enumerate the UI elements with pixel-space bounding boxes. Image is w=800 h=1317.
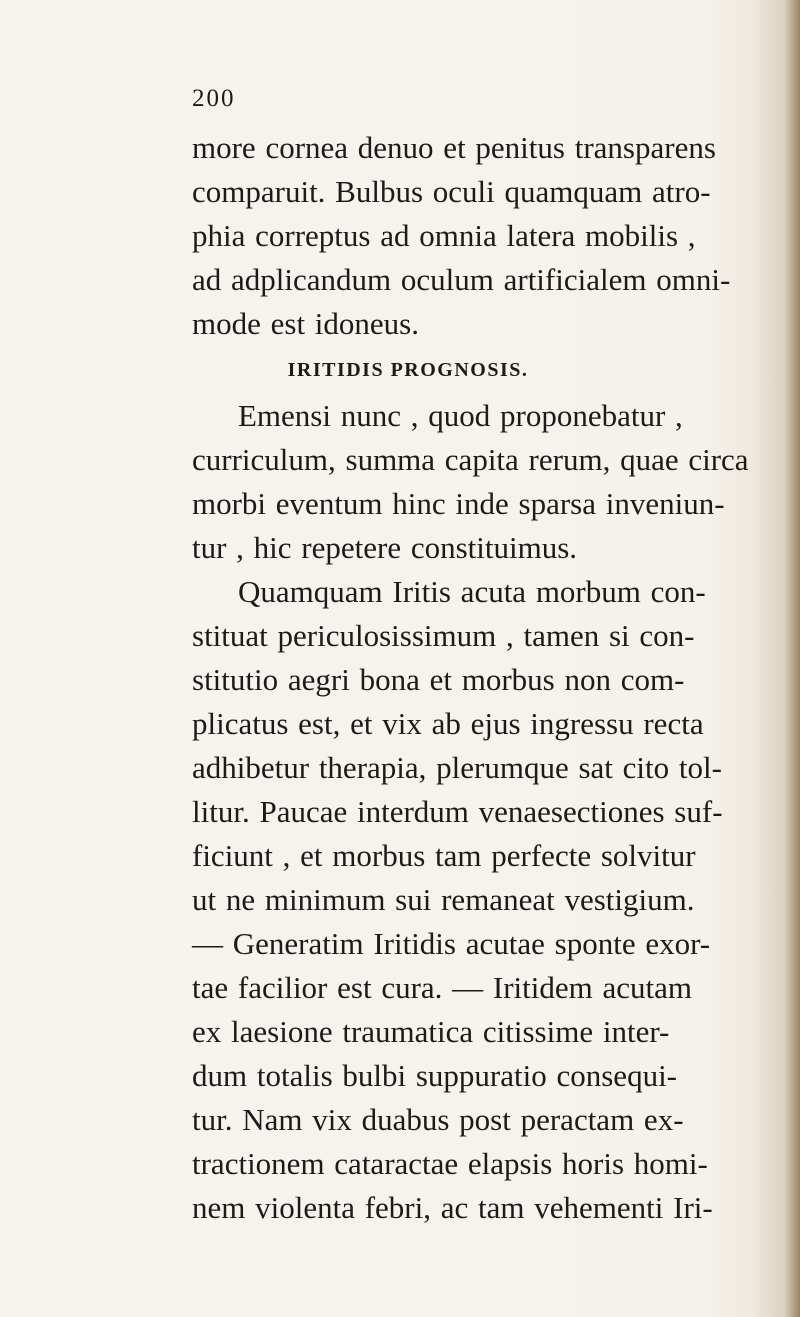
text-line: tractionem cataractae elapsis horis homi- — [192, 1146, 708, 1181]
text-line: tur , hic repetere constituimus. — [192, 530, 578, 565]
page-number: 200 — [192, 85, 236, 112]
text-line: nem violenta febri, ac tam vehementi Iri- — [192, 1190, 713, 1225]
text-line: ficiunt , et morbus tam perfecte solvitur — [192, 838, 696, 873]
text-line: dum totalis bulbi suppuratio consequi- — [192, 1058, 678, 1093]
text-line: Emensi nunc , quod proponebatur , — [238, 398, 683, 433]
text-line: stituat periculosissimum , tamen si con- — [192, 618, 695, 653]
text-line: mode est idoneus. — [192, 306, 419, 341]
text-line: ut ne minimum sui remaneat vestigium. — [192, 882, 695, 917]
text-line: stitutio aegri bona et morbus non com- — [192, 662, 685, 697]
text-line: morbi eventum hinc inde sparsa inveniun- — [192, 486, 725, 521]
text-line: ad adplicandum oculum artificialem omni- — [192, 262, 731, 297]
page-edge-shadow — [784, 0, 800, 1317]
text-line: plicatus est, et vix ab ejus ingressu recta — [192, 706, 704, 741]
opening-paragraph — [192, 126, 732, 346]
text-line: litur. Paucae interdum venaesectiones suf- — [192, 794, 723, 829]
text-line: more cornea denuo et penitus transparens — [192, 130, 716, 165]
text-line: curriculum, summa capita rerum, quae circa — [192, 442, 749, 477]
text-line: tur. Nam vix duabus post peractam ex- — [192, 1102, 684, 1137]
text-line: comparuit. Bulbus oculi quamquam atro- — [192, 174, 711, 209]
text-line: phia correptus ad omnia latera mobilis , — [192, 218, 696, 253]
text-line: ex laesione traumatica citissime inter- — [192, 1014, 670, 1049]
section-heading: IRITIDIS PROGNOSIS. — [287, 359, 529, 381]
text-line: tae facilior est cura. — Iritidem acutam — [192, 970, 693, 1005]
body-text — [192, 394, 749, 1230]
text-line: Quamquam Iritis acuta morbum con- — [238, 574, 706, 609]
text-line: adhibetur therapia, plerumque sat cito tol- — [192, 750, 722, 785]
text-line: — Generatim Iritidis acutae sponte exor- — [192, 926, 711, 961]
